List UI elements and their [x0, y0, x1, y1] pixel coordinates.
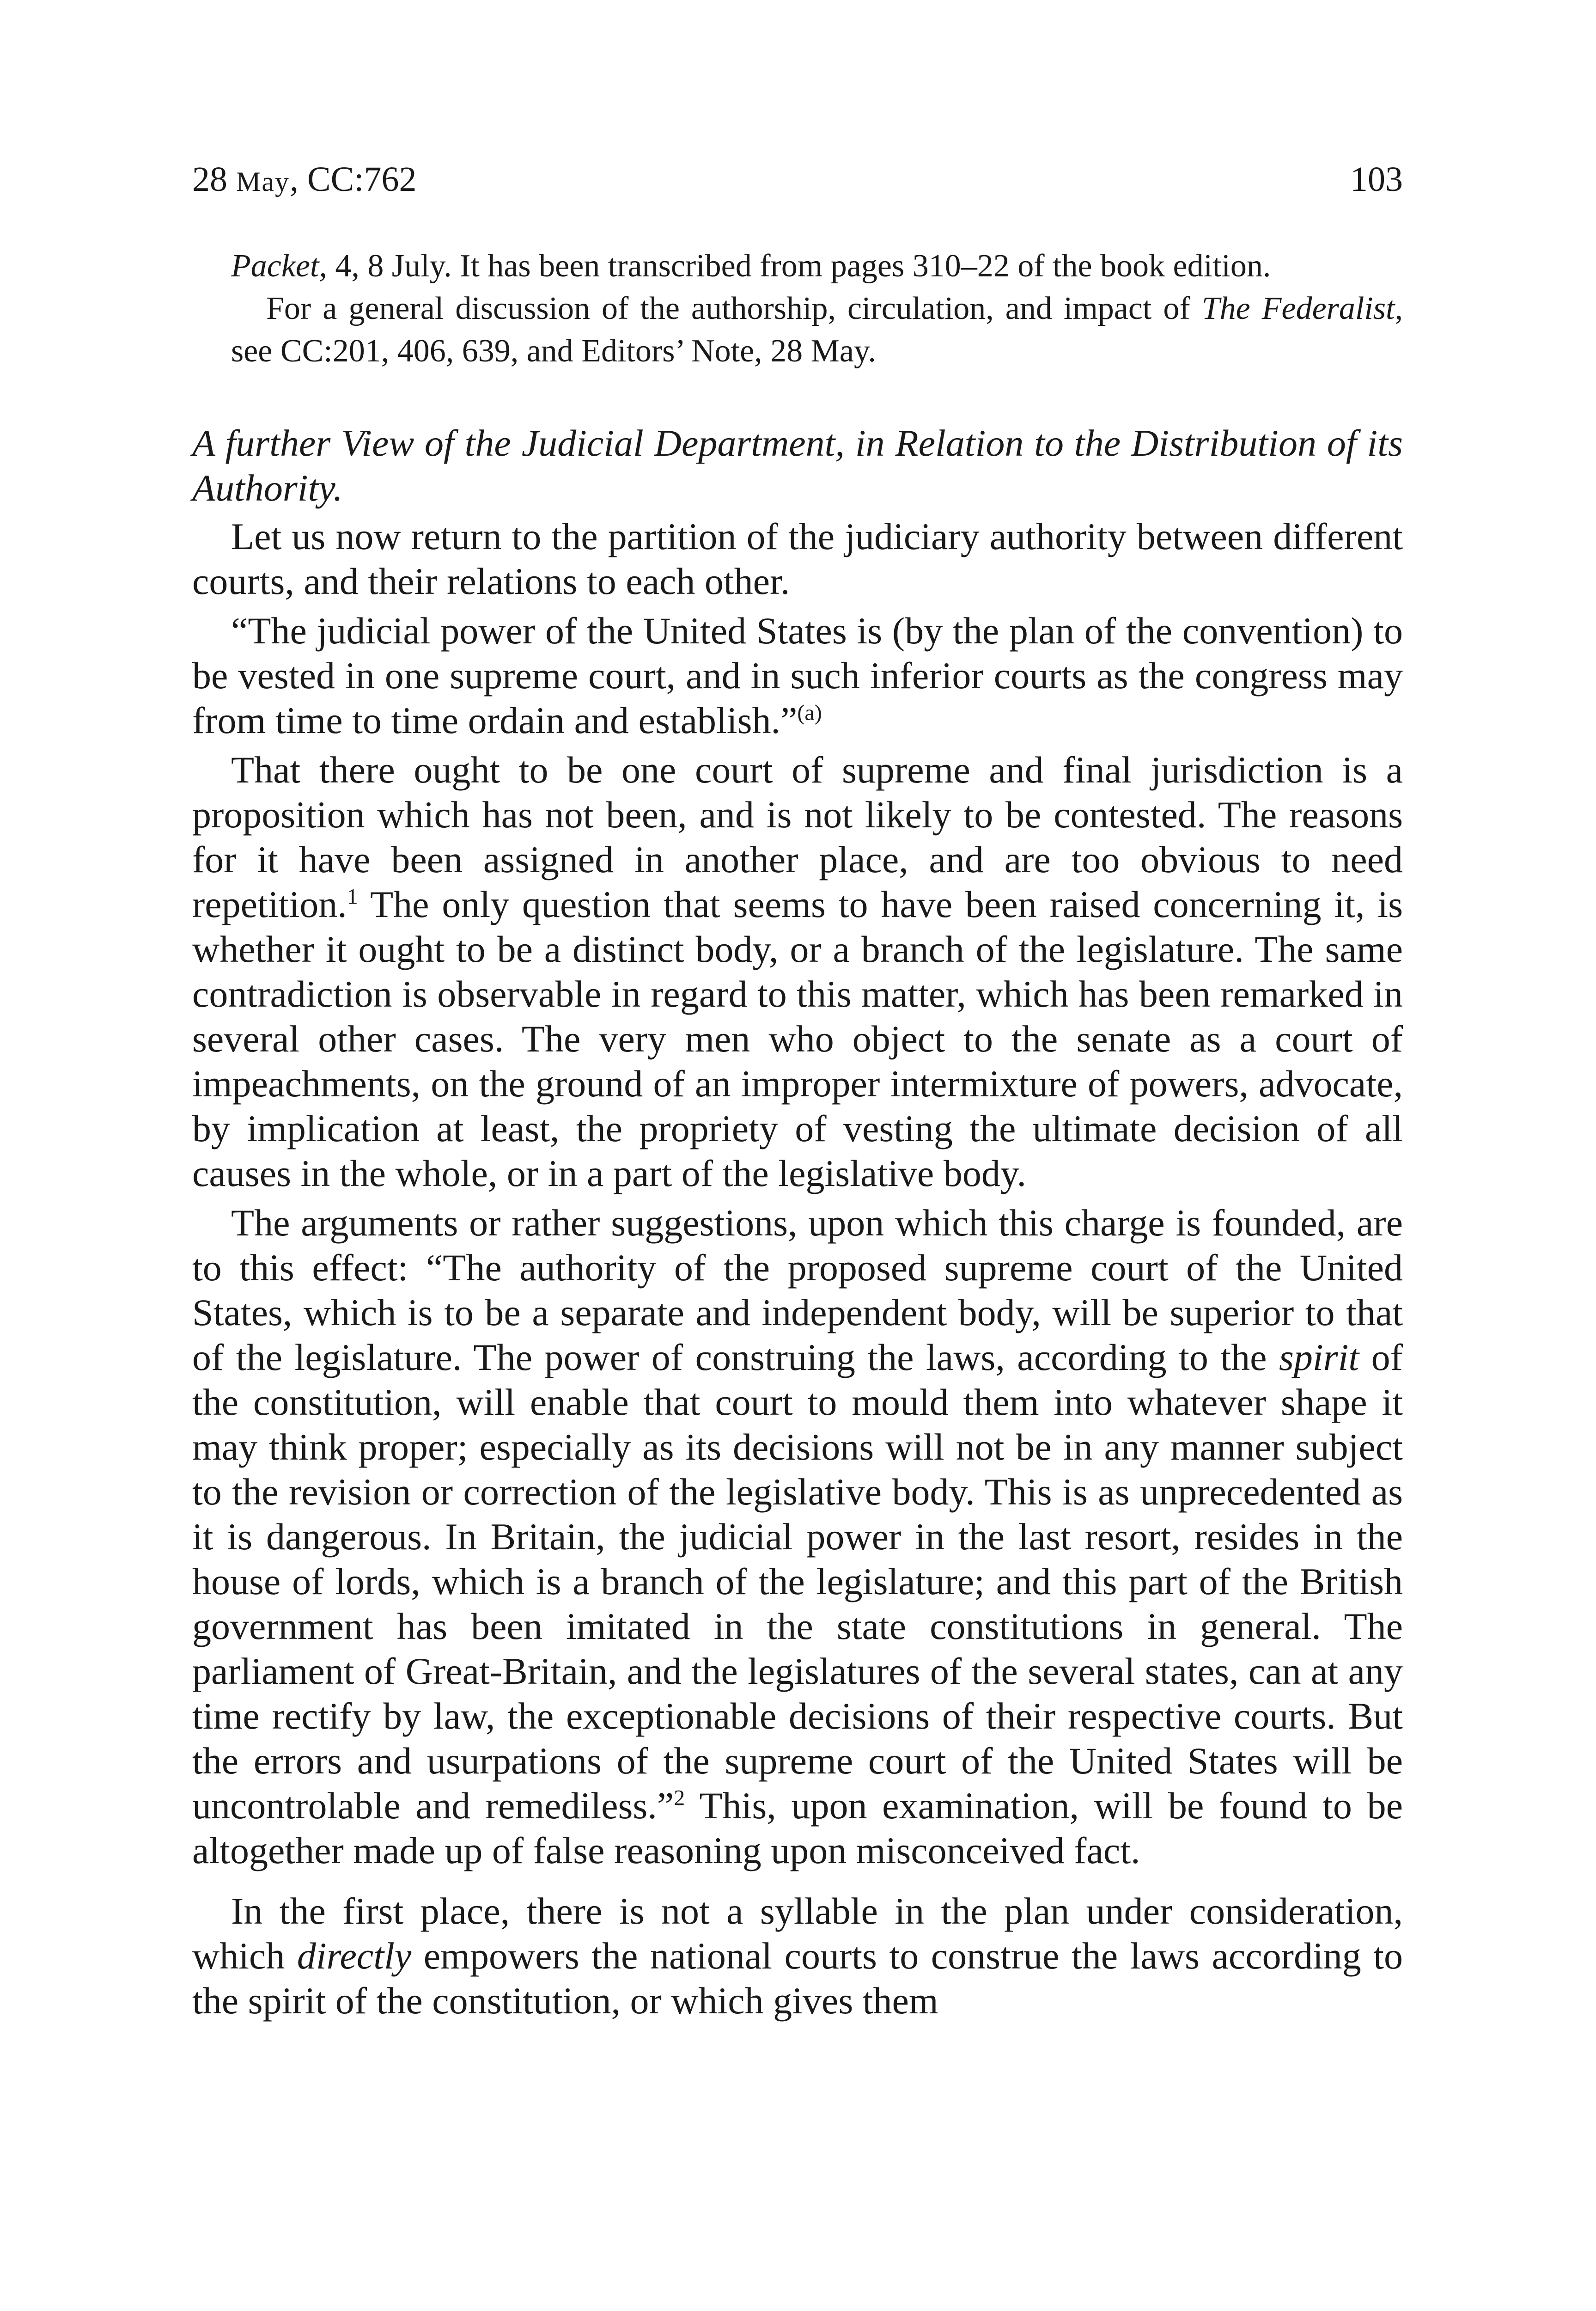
paragraph-4-text-a: The arguments or rather suggestions, upon which this charge is founded, are to this effect: “The authority of the proposed supreme court of the United States, which is to be a separate and independent body, will be superior to that of the legislature. The power of construing the laws, according to the — [192, 1202, 1403, 1378]
essay-heading: A further View of the Judicial Department, in Relation to the Distribution of its Authority. — [192, 422, 1403, 509]
running-head-left: 28 May, CC:762 — [192, 160, 417, 199]
header-date-day: 28 — [192, 160, 227, 199]
footnote-marker-a: (a) — [797, 700, 822, 725]
header-doc-ref: CC:762 — [307, 160, 417, 199]
paragraph-2-text: “The judicial power of the United States is (by the plan of the convention) to be vested in one supreme court, and in such inferior courts as the congress may from time to time ordain and establish.” — [192, 610, 1403, 741]
running-head — [192, 156, 1403, 202]
paragraph-5 — [192, 1889, 1403, 2023]
footnote-marker-2: 2 — [674, 1785, 685, 1810]
essay-body — [192, 421, 1403, 2028]
headnote-discussion-title: The Federalist, — [1201, 291, 1403, 326]
paragraph-2 — [192, 608, 1403, 743]
headnote-source-title: Packet, — [231, 248, 327, 284]
paragraph-1: Let us now return to the partition of the judiciary authority between different courts, and their relations to each other. — [192, 515, 1403, 602]
headnote-discussion-start: For a general discussion of the authorship, circulation, and impact of — [266, 291, 1202, 326]
footnote-marker-1: 1 — [347, 884, 358, 909]
headnote — [231, 245, 1403, 373]
headnote-discussion — [231, 287, 1403, 373]
paragraph-4-emphasis: spirit — [1279, 1336, 1359, 1378]
headnote-discussion-rest: see CC:201, 406, 639, and Editors’ Note, 28 May. — [231, 333, 876, 369]
page-number: 103 — [1350, 160, 1403, 199]
paragraph-3-text-a: That there ought to be one court of supreme and final jurisdiction is a proposition which has not been, and is not likely to be contested. The reasons for it have been assigned in another place, and are too obvious to need repetition. — [192, 749, 1403, 925]
paragraph-5-text-a: In the first place, there is not a syllable in the plan under consideration, which — [192, 1890, 1403, 1977]
paragraph-4-text-b: of the constitution, will enable that court to mould them into whatever shape it may think proper; especially as its decisions will not be in any manner subject to the revision or correction of the legislative body. This is as unprecedented as it is dangerous. In Britain, the judicial power in the last resort, resides in the house of lords, which is a branch of the legislature; and this part of the British government has been imitated in the state constitutions in general. The parliament of Great-Britain, and the legislatures of the several states, can at any time rectify by law, the exceptionable decisions of their respective courts. But the errors and usurpations of the supreme court of the United States will be uncontrolable and remediless.” — [192, 1336, 1403, 1827]
paragraph-5-text-b: empowers the national courts to construe the laws according to the spirit of the constitution, or which gives them — [192, 1935, 1403, 2022]
paragraph-4-text-c: This, upon examination, will be found to be altogether made up of false reasoning upon misconceived fact. — [192, 1785, 1403, 1871]
headnote-source — [231, 245, 1403, 287]
paragraph-3-text-b: The only question that seems to have been raised concerning it, is whether it ought to be a distinct body, or a branch of the legislature. The same contradiction is observable in regard to this matter, which has been remarked in several other cases. The very men who object to the senate as a court of impeachments, on the ground of an improper intermixture of powers, advocate, by implication at least, the propriety of vesting the ultimate decision of all causes in the whole, or in a part of the legislative body. — [192, 883, 1403, 1194]
paragraph-4 — [192, 1200, 1403, 1873]
headnote-source-text: 4, 8 July. It has been transcribed from pages 310–22 of the book edition. — [327, 248, 1271, 284]
header-date-month: May — [236, 166, 290, 197]
paragraph-3 — [192, 747, 1403, 1196]
paragraph-5-emphasis: directly — [297, 1935, 412, 1977]
